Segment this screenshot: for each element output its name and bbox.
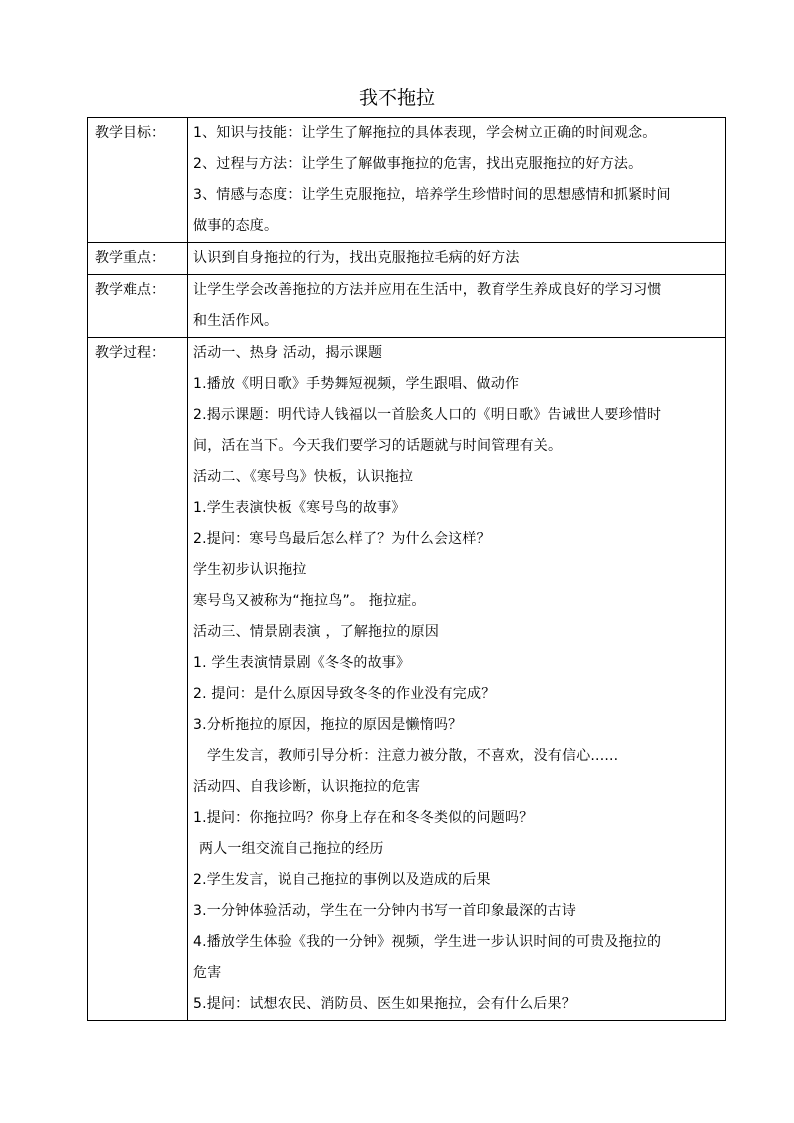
content-line: 间，活在当下。今天我们要学习的话题就与时间管理有关。 bbox=[193, 438, 563, 454]
content-line: 活动三、情景剧表演 ，了解拖拉的原因 bbox=[193, 624, 440, 640]
content-line: 和生活作风。 bbox=[193, 313, 279, 329]
content-line: 寒号鸟又被称为“拖拉鸟”。 拖拉症。 bbox=[193, 593, 426, 609]
content-line: 学生初步认识拖拉 bbox=[193, 562, 307, 578]
lesson-plan-table bbox=[87, 117, 726, 1021]
content-line: 两人一组交流自己拖拉的经历 bbox=[199, 841, 384, 857]
row-label: 教学难点： bbox=[88, 275, 188, 338]
page-title: 我不拖拉 bbox=[358, 87, 435, 109]
table-row-objectives bbox=[88, 118, 726, 243]
content-line: 3.一分钟体验活动，学生在一分钟内书写一首印象最深的古诗 bbox=[193, 903, 576, 919]
content-line: 1. 学生表演情景剧《冬冬的故事》 bbox=[193, 655, 411, 671]
content-line: 2、过程与方法：让学生了解做事拖拉的危害，找出克服拖拉的好方法。 bbox=[193, 156, 643, 172]
content-line: 1.提问：你拖拉吗？你身上存在和冬冬类似的问题吗？ bbox=[193, 810, 534, 826]
content-line: 3.分析拖拉的原因，拖拉的原因是懒惰吗？ bbox=[193, 717, 463, 733]
row-label: 教学重点： bbox=[88, 243, 188, 275]
content-line: 让学生学会改善拖拉的方法并应用在生活中，教育学生养成良好的学习习惯 bbox=[193, 282, 662, 298]
content-line: 1.学生表演快板《寒号鸟的故事》 bbox=[193, 500, 406, 516]
content-line: 5.提问：试想农民、消防员、医生如果拖拉，会有什么后果？ bbox=[193, 996, 576, 1012]
row-content bbox=[188, 275, 726, 338]
content-line: 活动二、《寒号鸟》快板，认识拖拉 bbox=[193, 469, 414, 485]
row-content bbox=[188, 338, 726, 1021]
content-line: 3、情感与态度：让学生克服拖拉，培养学生珍惜时间的思想感情和抓紧时间 bbox=[193, 187, 671, 203]
content-line: 4.播放学生体验《我的一分钟》视频，学生进一步认识时间的可贵及拖拉的 bbox=[193, 934, 662, 950]
row-label: 教学过程： bbox=[88, 338, 188, 1021]
content-line: 2.学生发言，说自己拖拉的事例以及造成的后果 bbox=[193, 872, 491, 888]
row-label: 教学目标： bbox=[88, 118, 188, 243]
content-line: 认识到自身拖拉的行为，找出克服拖拉毛病的好方法 bbox=[193, 250, 520, 266]
content-line: 2.揭示课题：明代诗人钱福以一首脍炙人口的《明日歌》告诫世人要珍惜时 bbox=[193, 407, 662, 423]
content-line: 活动四、自我诊断，认识拖拉的危害 bbox=[193, 779, 421, 795]
content-line: 1.播放《明日歌》手势舞短视频，学生跟唱、做动作 bbox=[193, 376, 520, 392]
content-line: 学生发言，教师引导分析：注意力被分散，不喜欢，没有信心...... bbox=[207, 748, 619, 764]
table-row-difficulties bbox=[88, 275, 726, 338]
content-line: 危害 bbox=[193, 965, 222, 981]
content-line: 2. 提问：是什么原因导致冬冬的作业没有完成？ bbox=[193, 686, 496, 702]
content-line: 活动一、热身 活动，揭示课题 bbox=[193, 345, 383, 361]
row-content bbox=[188, 243, 726, 275]
row-content bbox=[188, 118, 726, 243]
content-line: 1、知识与技能：让学生了解拖拉的具体表现，学会树立正确的时间观念。 bbox=[193, 125, 657, 141]
content-line: 做事的态度。 bbox=[193, 218, 279, 234]
content-line: 2.提问：寒号鸟最后怎么样了？为什么会这样？ bbox=[193, 531, 491, 547]
table-row-key-points bbox=[88, 243, 726, 275]
table-row-process bbox=[88, 338, 726, 1021]
